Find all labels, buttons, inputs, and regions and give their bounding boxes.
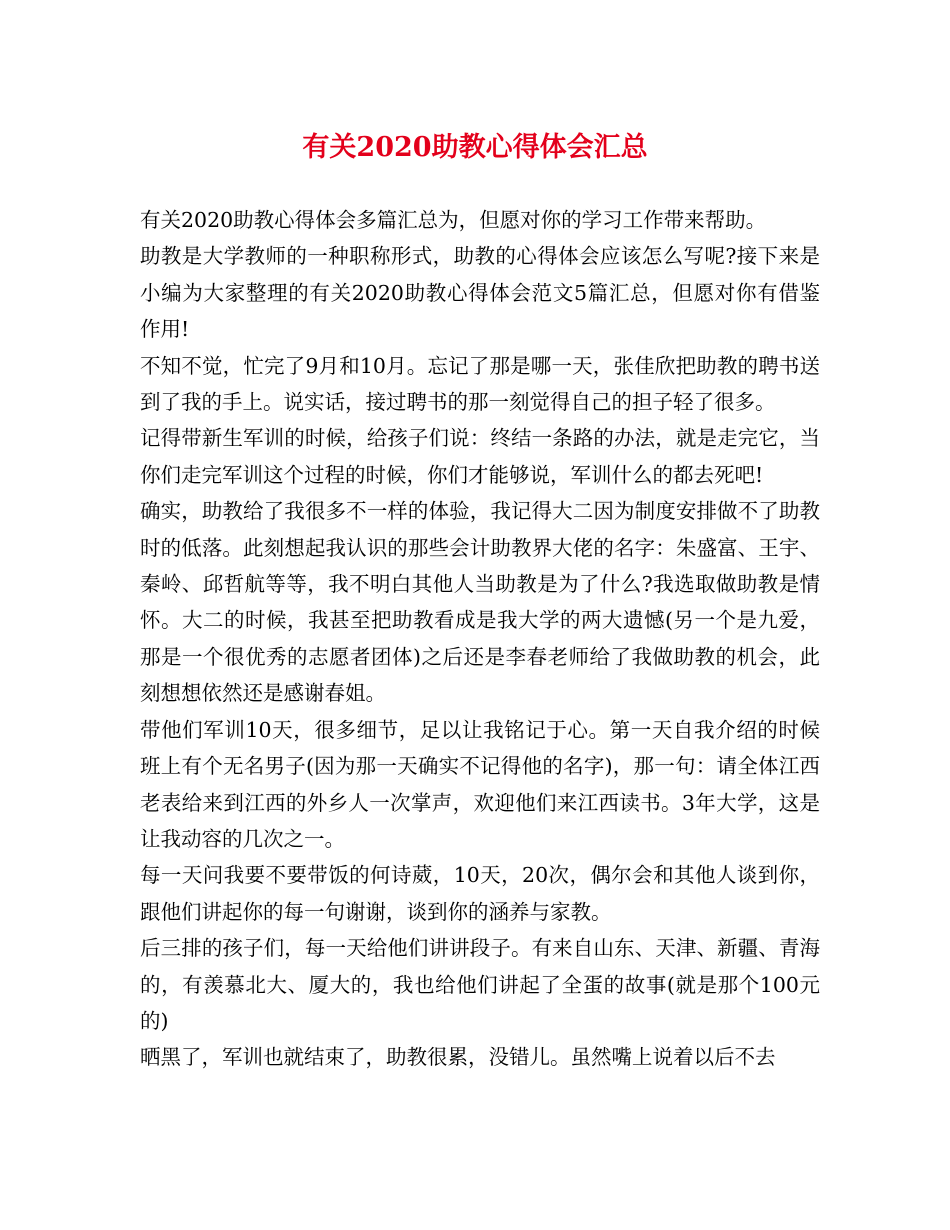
paragraph: 带他们军训10天，很多细节，足以让我铭记于心。第一天自我介绍的时候班上有个无名男子(因为那一天确实不记得他的名字)，那一句：请全体江西老表给来到江西的外乡人一次掌声，欢迎他们来江西读书。3年大学，这是让我动容的几次之一。: [140, 717, 820, 851]
paragraph: 后三排的孩子们，每一天给他们讲讲段子。有来自山东、天津、新疆、青海的，有羡慕北大、厦大的，我也给他们讲起了全蛋的故事(就是那个100元的): [140, 936, 820, 1033]
paragraph: 有关2020助教心得体会多篇汇总为，但愿对你的学习工作带来帮助。: [140, 208, 767, 232]
paragraph: 记得带新生军训的时候，给孩子们说：终结一条路的办法，就是走完它，当你们走完军训这个过程的时候，你们才能够说，军训什么的都去死吧!: [140, 426, 820, 487]
paragraph: 助教是大学教师的一种职称形式，助教的心得体会应该怎么写呢?接下来是小编为大家整理的有关2020助教心得体会范文5篇汇总，但愿对你有借鉴作用!: [140, 244, 820, 342]
paragraph: 每一天问我要不要带饭的何诗葳，10天，20次，偶尔会和其他人谈到你，跟他们讲起你的每一句谢谢，谈到你的涵养与家教。: [140, 863, 820, 924]
paragraph: 确实，助教给了我很多不一样的体验，我记得大二因为制度安排做不了助教时的低落。此刻想起我认识的那些会计助教界大佬的名字：朱盛富、王宇、秦岭、邱哲航等等，我不明白其他人当助教是为了什么?我选取做助教是情怀。大二的时候，我甚至把助教看成是我大学的两大遗憾(另一个是九爱，那是一个很优秀的志愿者团体)之后还是李春老师给了我做助教的机会，此刻想想依然还是感谢春姐。: [140, 499, 820, 706]
paragraph: 不知不觉，忙完了9月和10月。忘记了那是哪一天，张佳欣把助教的聘书送到了我的手上。说实话，接过聘书的那一刻觉得自己的担子轻了很多。: [140, 353, 820, 415]
document-body: [140, 202, 820, 1076]
document-title: 有关2020助教心得体会汇总: [302, 132, 648, 163]
paragraph: 晒黑了，军训也就结束了，助教很累，没错儿。虽然嘴上说着以后不去: [140, 1045, 776, 1070]
